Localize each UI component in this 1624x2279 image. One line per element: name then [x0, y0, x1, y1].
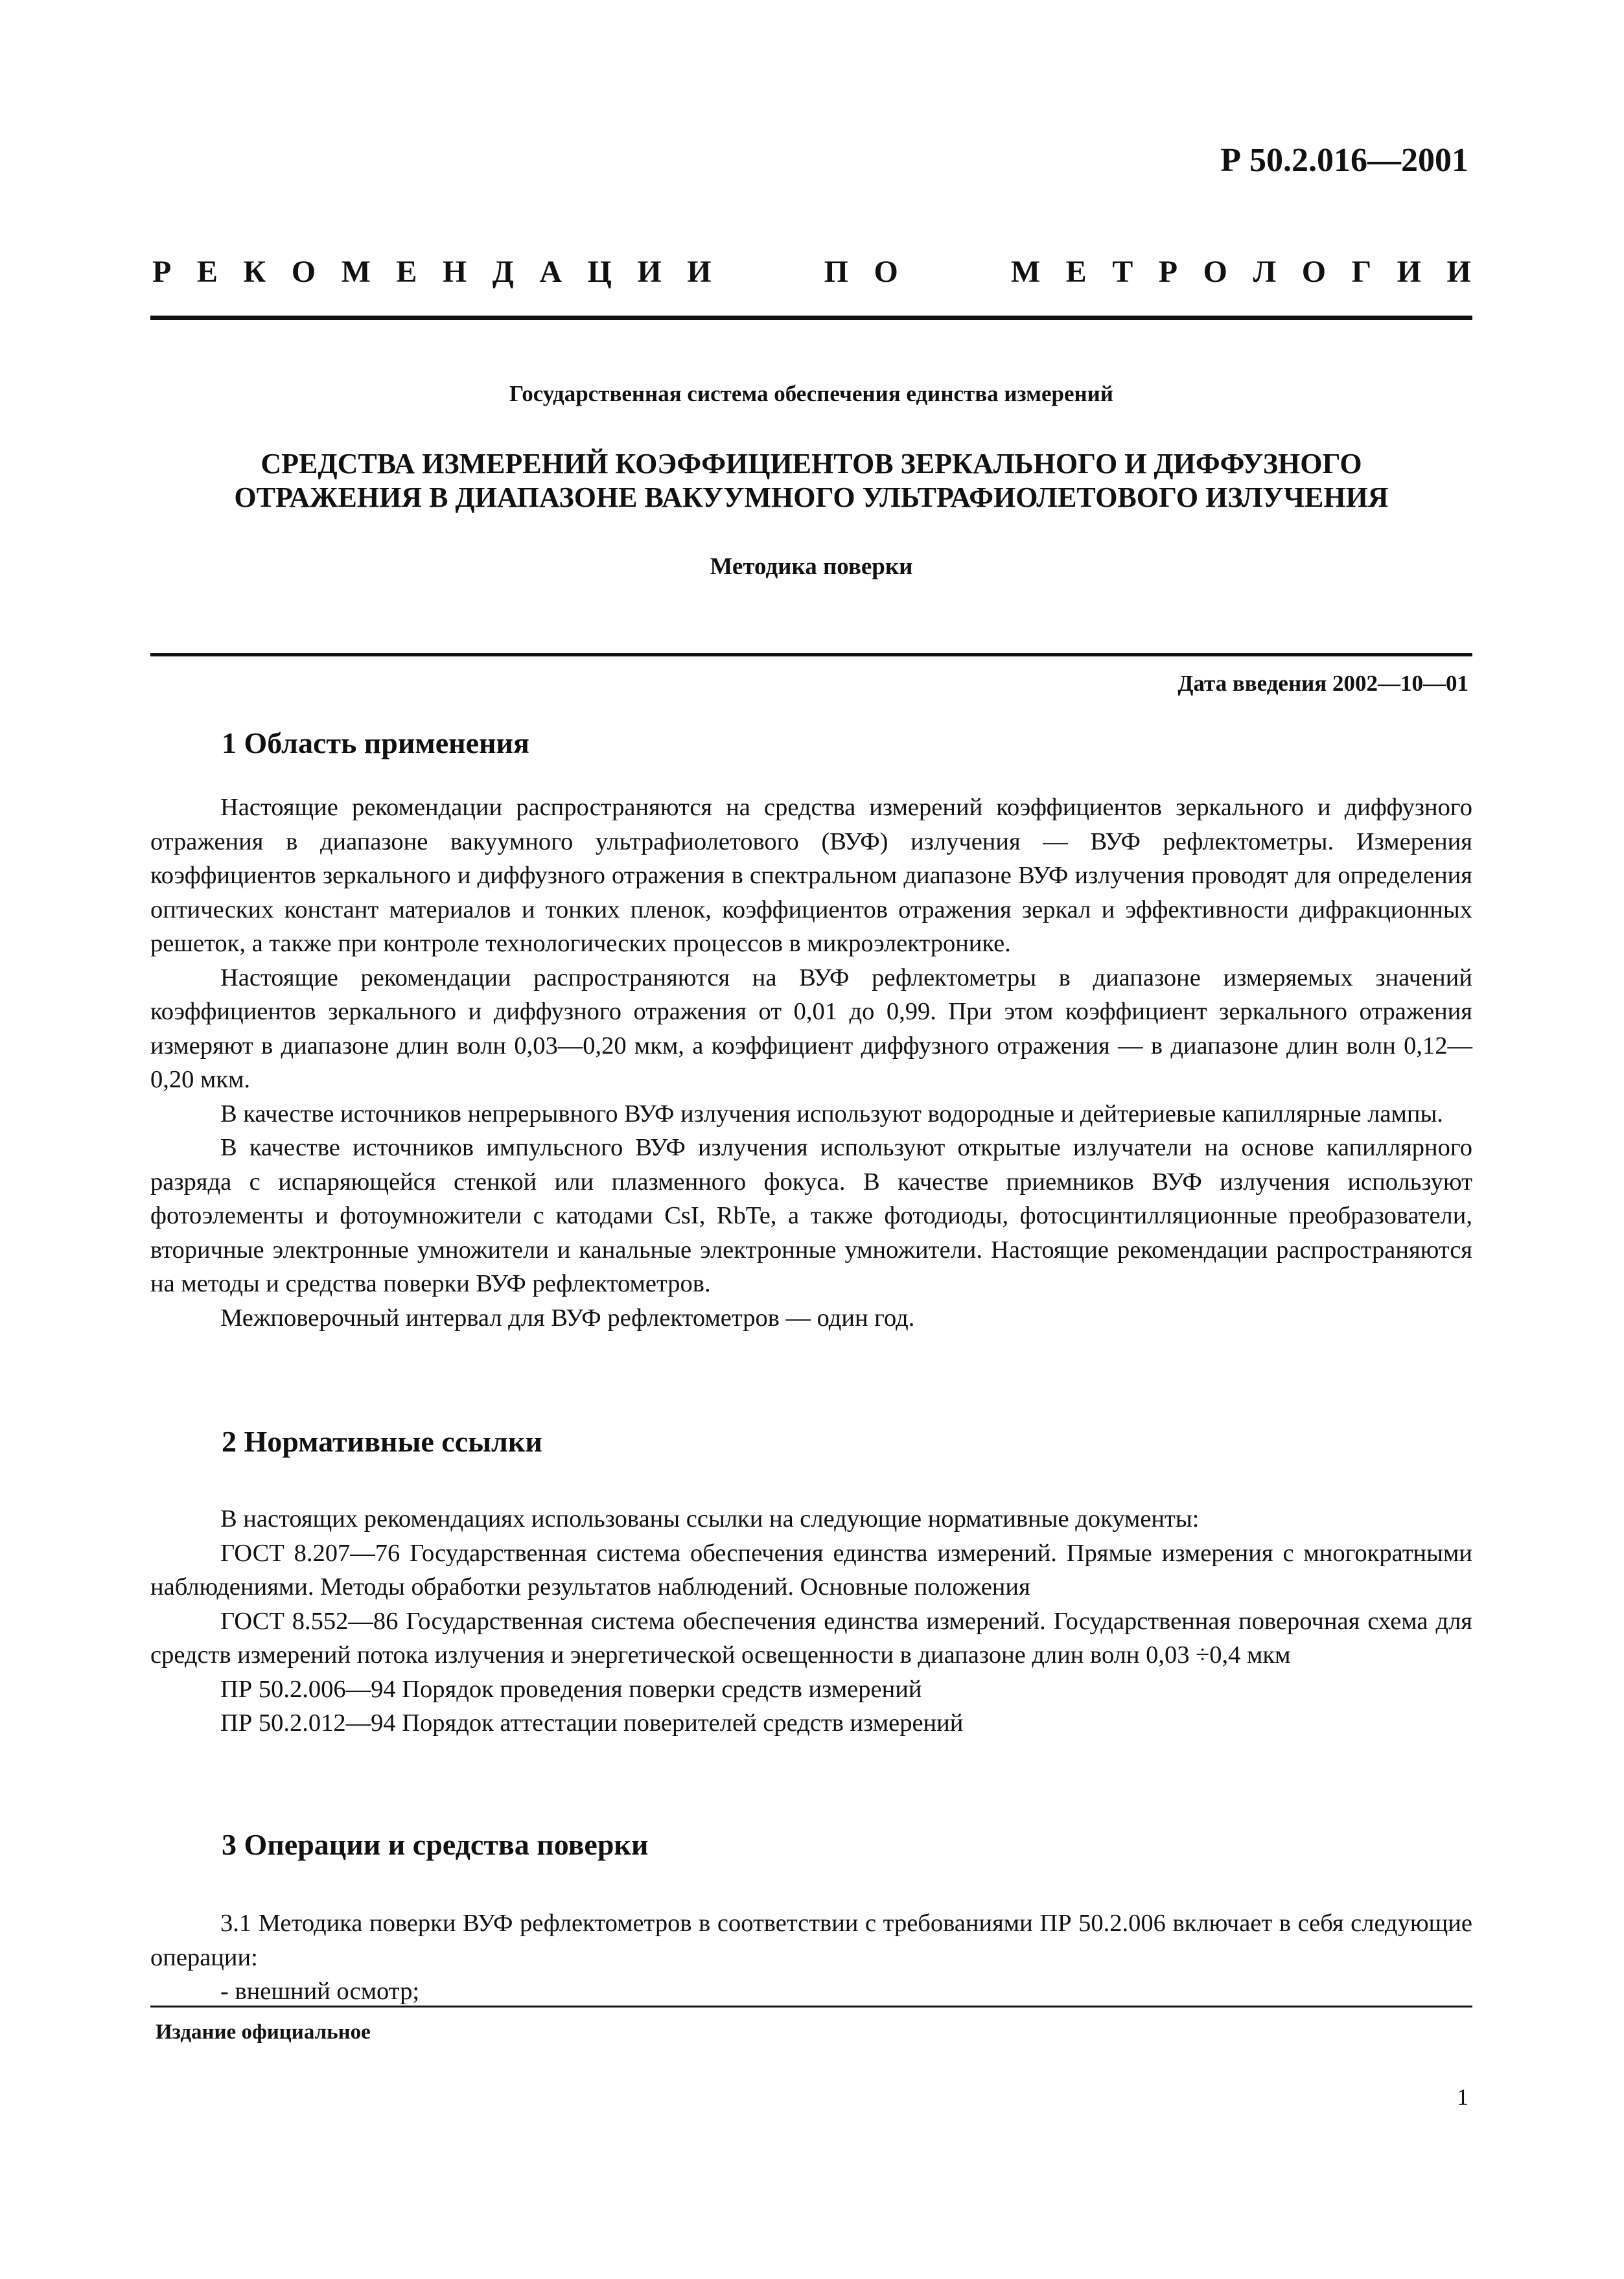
series-letter: Л — [1253, 255, 1277, 289]
series-letter: Д — [492, 255, 514, 289]
series-letter: Е — [196, 255, 218, 289]
series-letter: Е — [396, 255, 417, 289]
paragraph: Настоящие рекомендации распространяются на средства измерений коэффициентов зеркального и диффузного отражения в диапазоне вакуумного ультрафиолетового (ВУФ) излучения — ВУФ рефлектометры. Измерения коэффициентов зеркального и диффузного отражения в спектральном диапазоне ВУФ излучения проводят для определения оптических констант материалов и тонких пленок, коэффициентов отражения зеркал и эффективности дифракционных решеток, а также при контроле технологических процессов в микроэлектронике. — [150, 794, 1472, 957]
series-letter: Р — [152, 255, 172, 289]
section-2-body — [150, 1502, 1472, 1741]
reference-item: ГОСТ 8.552—86 Государственная система обеспечения единства измерений. Государственная поверочная схема для средств измерений потока излучения и энергетической освещенности в диапазоне длин волн 0,03 ÷0,4 мкм — [150, 1607, 1472, 1669]
paragraph: Межповерочный интервал для ВУФ рефлектометров — один год. — [220, 1304, 915, 1332]
section-1-body — [150, 791, 1472, 1335]
document-subtitle: Методика поверки — [710, 553, 913, 580]
series-letter: П — [824, 255, 848, 289]
system-title: Государственная система обеспечения единства измерений — [509, 381, 1113, 406]
footer-rule — [150, 2006, 1472, 2007]
series-letter: Е — [1065, 255, 1087, 289]
word-gap — [923, 254, 985, 290]
paragraph: В настоящих рекомендациях использованы ссылки на следующие нормативные документы: — [220, 1505, 1200, 1533]
series-letter: И — [637, 255, 662, 289]
list-item: - внешний осмотр; — [220, 1978, 420, 2005]
series-letter: О — [1301, 255, 1327, 289]
paragraph: Настоящие рекомендации распространяются на ВУФ рефлектометры в диапазоне измеряемых значений коэффициентов зеркального и диффузного отражения от 0,01 до 0,99. При этом коэффициент зеркального отражения измеряют в диапазоне длин волн 0,03—0,20 мкм, а коэффициент диффузного отражения — в диапазоне длин волн 0,12—0,20 мкм. — [150, 964, 1472, 1093]
series-letter: К — [243, 255, 266, 289]
series-letter: Г — [1351, 255, 1372, 289]
series-letter: О — [291, 255, 316, 289]
word-gap — [737, 254, 798, 290]
series-letter: И — [1446, 255, 1471, 289]
series-letter: Т — [1112, 255, 1133, 289]
introduction-date: Дата введения 2002—10—01 — [1177, 671, 1468, 696]
series-letter: И — [687, 255, 712, 289]
section-3-body — [150, 1906, 1472, 2009]
series-letter: А — [539, 255, 562, 289]
series-letter: М — [1010, 255, 1041, 289]
section-2-heading: 2 Нормативные ссылки — [222, 1425, 542, 1458]
series-letter: О — [1203, 255, 1227, 289]
paragraph: В качестве источников импульсного ВУФ излучения используют открытые излучатели на основе капиллярного разряда с испаряющейся стенкой или плазменного фокуса. В качестве приемников ВУФ излучения используют фотоэлементы и фотоумножители с катодами CsI, RbTe, а также фотодиоды, фотосцинтилляционные преобразователи, вторичные электронные умножители и канальные электронные умножители. Настоящие рекомендации распространяются на методы и средства поверки ВУФ рефлектометров. — [150, 1134, 1472, 1297]
paragraph: В качестве источников непрерывного ВУФ излучения используют водородные и дейтериевые капиллярные лампы. — [220, 1100, 1443, 1128]
section-3-heading: 3 Операции и средства поверки — [222, 1828, 649, 1861]
title-line-2: ОТРАЖЕНИЯ В ДИАПАЗОНЕ ВАКУУМНОГО УЛЬТРАФИОЛЕТОВОГО ИЗЛУЧЕНИЯ — [234, 481, 1389, 513]
paragraph: 3.1 Методика поверки ВУФ рефлектометров в соответствии с требованиями ПР 50.2.006 включает в себя следующие операции: — [150, 1910, 1472, 1971]
series-letter: О — [874, 255, 898, 289]
title-line-1: СРЕДСТВА ИЗМЕРЕНИЙ КОЭФФИЦИЕНТОВ ЗЕРКАЛЬНОГО И ДИФФУЗНОГО — [261, 448, 1362, 480]
header-rule — [150, 316, 1472, 320]
series-letter: Р — [1158, 255, 1178, 289]
document-number: Р 50.2.016—2001 — [1220, 142, 1468, 179]
reference-item: ГОСТ 8.207—76 Государственная система обеспечения единства измерений. Прямые измерения с многократными наблюдениями. Методы обработки результатов наблюдений. Основные положения — [150, 1539, 1472, 1601]
reference-item: ПР 50.2.012—94 Порядок аттестации поверителей средств измерений — [220, 1709, 964, 1737]
series-letter: Н — [442, 255, 467, 289]
series-letter: Ц — [587, 255, 612, 289]
series-title — [152, 254, 1471, 290]
document-title — [150, 447, 1472, 515]
edition-label: Издание официальное — [156, 2020, 371, 2044]
section-1-heading: 1 Область применения — [222, 726, 529, 759]
series-letter: М — [341, 255, 371, 289]
reference-item: ПР 50.2.006—94 Порядок проведения поверки средств измерений — [220, 1675, 922, 1703]
series-letter: И — [1397, 255, 1421, 289]
page-number: 1 — [1457, 2084, 1468, 2110]
title-rule — [150, 653, 1472, 656]
